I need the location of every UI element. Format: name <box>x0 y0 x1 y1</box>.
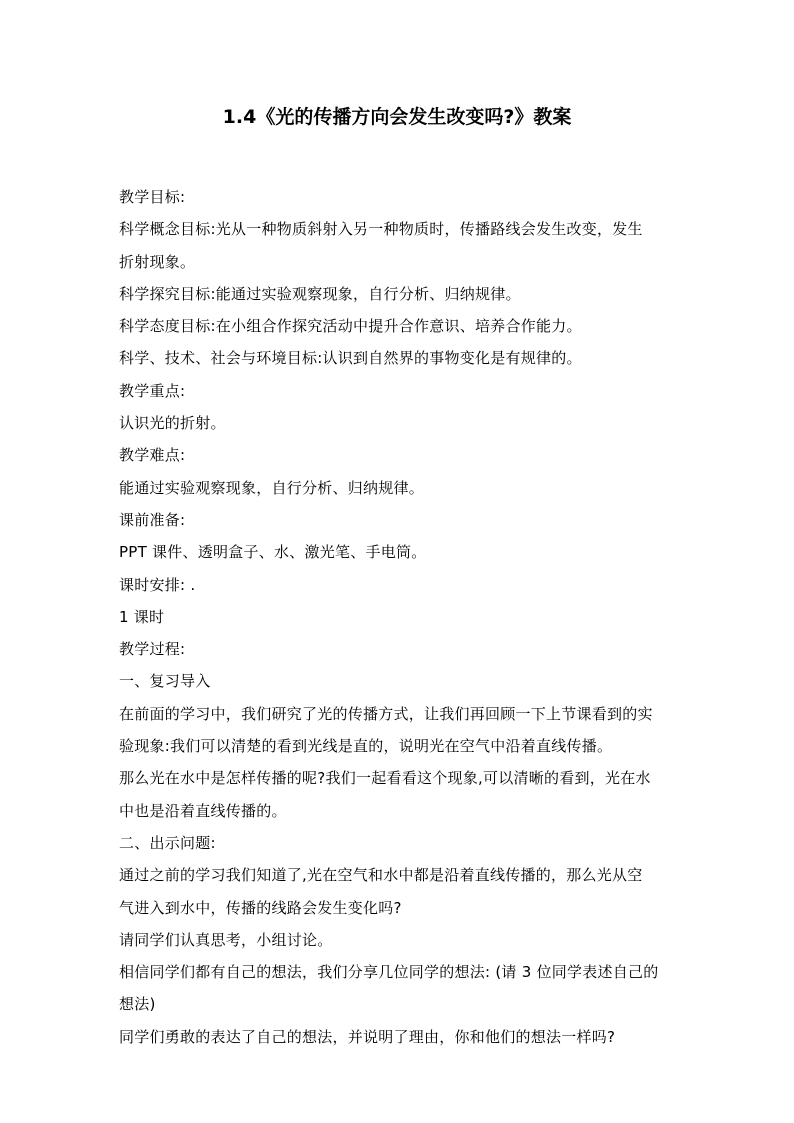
paragraph-line: 折射现象。 <box>119 252 196 271</box>
paragraph-line: 想法) <box>119 995 156 1014</box>
paragraph-line: 能通过实验观察现象，自行分析、归纳规律。 <box>119 478 425 497</box>
paragraph-line: 教学过程: <box>119 640 186 659</box>
paragraph-line: 在前面的学习中，我们研究了光的传播方式，让我们再回顾一下上节课看到的实 <box>119 704 653 723</box>
paragraph-line: 认识光的折射。 <box>119 414 226 433</box>
paragraph-line: 一、复习导入 <box>119 672 211 691</box>
document-body <box>119 181 679 1053</box>
paragraph-line: 同学们勇敢的表达了自己的想法，并说明了理由，你和他们的想法一样吗? <box>119 1027 616 1046</box>
paragraph-line: 那么光在水中是怎样传播的呢?我们一起看看这个现象,可以清晰的看到，光在水 <box>119 769 651 788</box>
paragraph-line: 科学态度目标:在小组合作探究活动中提升合作意识、培养合作能力。 <box>119 317 582 336</box>
paragraph-line: 教学重点: <box>119 381 186 400</box>
paragraph-line: 科学、技术、社会与环境目标:认识到自然界的事物变化是有规律的。 <box>119 349 582 368</box>
paragraph-line: 1 课时 <box>119 607 165 626</box>
paragraph-line: 科学概念目标:光从一种物质斜射入另一种物质时，传播路线会发生改变，发生 <box>119 220 643 239</box>
paragraph-line: 气进入到水中，传播的线路会发生变化吗? <box>119 898 402 917</box>
paragraph-line: 验现象:我们可以清楚的看到光线是直的，说明光在空气中沿着直线传播。 <box>119 737 613 756</box>
paragraph-line: 请同学们认真思考，小组讨论。 <box>119 930 333 949</box>
document-title: 1.4《光的传播方向会发生改变吗?》教案 <box>222 106 572 128</box>
paragraph-line: 相信同学们都有自己的想法，我们分享几位同学的想法: (请 3 位同学表述自己的 <box>119 963 659 982</box>
paragraph-line: 科学探究目标:能通过实验观察现象，自行分析、归纳规律。 <box>119 284 521 303</box>
paragraph-line: 教学难点: <box>119 446 186 465</box>
paragraph-line: 中也是沿着直线传播的。 <box>119 801 287 820</box>
paragraph-line: 课时安排: . <box>119 575 196 594</box>
paragraph-line: 通过之前的学习我们知道了,光在空气和水中都是沿着直线传播的，那么光从空 <box>119 866 643 885</box>
paragraph-line: 教学目标: <box>119 188 186 206</box>
paragraph-line: 二、出示问题: <box>119 833 216 852</box>
paragraph-line: PPT 课件、透明盒子、水、激光笔、手电筒。 <box>119 543 427 562</box>
paragraph-line: 课前准备: <box>119 510 186 529</box>
